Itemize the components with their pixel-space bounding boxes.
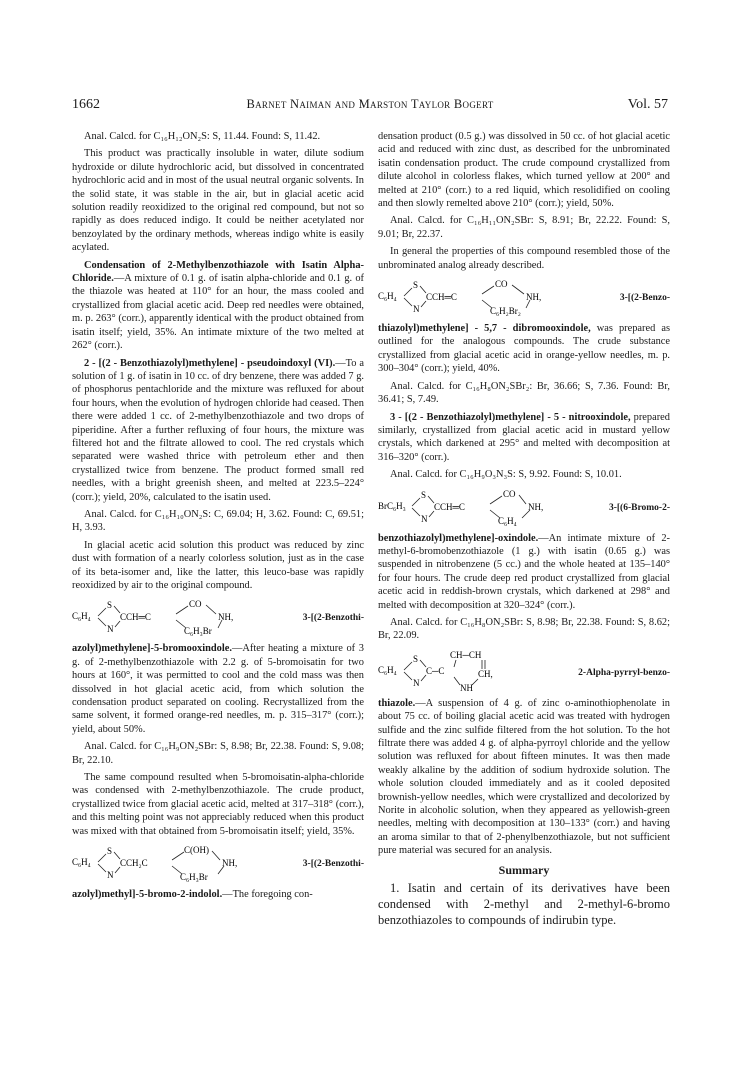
volume-number: Vol. 57 — [627, 97, 668, 112]
formula-3-diagram — [378, 278, 588, 318]
svg-text:CO: CO — [503, 488, 516, 499]
right-column — [378, 130, 670, 932]
formula-1-label: 3-[(2-Benzothi- — [302, 613, 364, 624]
svg-text:C₆H₄: C₆H₄ — [498, 515, 517, 526]
formula-4-label: 3-[(6-Bromo-2- — [608, 502, 670, 513]
paragraph-reduction: In glacial acetic acid solution this product was reduced by zinc dust with formation of a nearly colorless solution, just as in the case of its beta-isomer and, like the latter, this leuco-base was rapidly reoxidized by air to the original compound. — [72, 539, 364, 591]
svg-text:C₆H₃Br: C₆H₃Br — [180, 872, 208, 883]
svg-text:S: S — [107, 600, 113, 611]
paragraph-bromooxindole: azolyl)methylene]-5-bromooxindole.—After heating a mixture of 3 g. of 2-methylbenzothiazole with 2.2 g. of 5-bromoisatin for two hours at 160°, it was permitted to cool and the cold mass was then dissolved in hot glacial acetic acid, from which solution the condensation product separated on cooling. Recrystallized from the same solvent, it formed orange-red needles, m. p. 315–317° (corr.); yield, about 50%. — [72, 643, 364, 735]
svg-text:CH,: CH, — [478, 668, 493, 679]
formula-4-diagram — [378, 488, 588, 528]
svg-text:NH,: NH, — [218, 612, 234, 623]
formula-5-label: 2-Alpha-pyrryl-benzo- — [578, 667, 670, 678]
svg-text:S: S — [413, 280, 419, 291]
paragraph-pyrryl-benzothiazole: thiazole.—A suspension of 4 g. of zinc o-aminothiophenolate in about 75 cc. of boiling glacial acetic acid was treated with hydrogen sulfide and the zinc sulfide filtered from the hot solution. To the hot filtrate there was added 4 g. of alpha-pyrroyl chloride and the yellow solution was refluxed for about fifteen minutes. It was then made weakly alkaline by the addition of sodium hydroxide solution. The whole solution clouded immediately and as it cooled deposited brownish-yellow needles, which were crystallized and decolorized by Norite in alcoholic solution, when they appeared as yellowish-green needles, melting with decomposition at 130–133° (corr.) and having an aroma similar to that of 2-phenylbenzothiazole, but not sufficient pure material was secured for an analysis. — [378, 697, 670, 857]
analysis-2: Anal. Calcd. for C₁₆H₁₀ON₂S: C, 69.04; H, 3.62. Found: C, 69.51; H, 3.93. — [72, 508, 364, 534]
svg-text:NH,: NH, — [222, 858, 238, 869]
svg-text:S: S — [107, 846, 113, 857]
svg-text:CO: CO — [189, 599, 202, 610]
svg-text:N: N — [413, 677, 420, 688]
formula-2-diagram — [72, 844, 282, 884]
structure-formula-4 — [378, 488, 670, 528]
svg-text:S: S — [413, 653, 419, 664]
svg-text:N: N — [107, 870, 114, 881]
paragraph-continued: densation product (0.5 g.) was dissolved in 50 cc. of hot glacial acetic acid and reduced with zinc dust, as described for the unbrominated isatin condensation product. The crude compound crystallized from dilute alcohol in colorless flakes, which turned yellow at 200° and melted at 210° (corr.) to a red liquid, which resolidified on cooling and then slowly remelted above 210° (corr.); yield, 50%. — [378, 131, 670, 210]
paragraph-nitrooxindole: 3 - [(2 - Benzothiazolyl)methylene] - 5 - nitrooxindole, prepared similarly, crystallized from glacial acetic acid in mustard yellow crystals, which darkened at 295° and melted with decomposition at 316–320° (corr.). — [378, 411, 670, 463]
structure-formula-3 — [378, 278, 670, 318]
paragraph-bromo-benzothiazolyl: benzothiazolyl)methylene]-oxindole.—An intimate mixture of 2-methyl-6-bromobenzothiazole (1 g.) with isatin (0.65 g.) was suspended in nitrobenzene (5 cc.) and the whole heated at 135–140° for four hours. The crude deep red product crystallized from glacial acetic acid in reddish-brown crystals, which darkened at 298° and melted with decomposition at 320–324° (corr.). — [378, 532, 670, 611]
formula-3-label: 3-[(2-Benzo- — [619, 293, 670, 304]
svg-text:N: N — [413, 304, 420, 315]
formula-2-label: 3-[(2-Benzothi- — [302, 859, 364, 870]
svg-text:C₆H₄: C₆H₄ — [72, 611, 91, 622]
left-column — [72, 130, 364, 906]
svg-text:C₆H₄: C₆H₄ — [378, 664, 397, 675]
formula-5-diagram — [378, 649, 588, 693]
analysis-1: Anal. Calcd. for C₁₆H₁₂ON₂S: S, 11.44. Found: S, 11.42. — [84, 131, 321, 142]
running-title: Barnet Naiman and Marston Taylor Bogert — [246, 97, 494, 111]
svg-text:CO: CO — [495, 279, 508, 290]
svg-text:CCH₂C: CCH₂C — [120, 858, 148, 869]
analysis-4: Anal. Calcd. for C₁₆H₁₁ON₂SBr: S, 8.91; Br, 22.22. Found: S, 9.01; Br, 22.37. — [378, 215, 670, 240]
svg-text:S: S — [421, 489, 427, 500]
svg-text:BrC₆H₃: BrC₆H₃ — [378, 500, 406, 511]
analysis-7: Anal. Calcd. for C₁₆H₈ON₂SBr: S, 8.98; Br, 22.38. Found: S, 8.62; Br, 22.09. — [378, 616, 670, 642]
paragraph-general-properties: In general the properties of this compound resembled those of the unbrominated analog already described. — [378, 246, 670, 271]
svg-text:C₆H₃Br: C₆H₃Br — [184, 626, 212, 637]
structure-formula-5 — [378, 649, 670, 693]
svg-text:C₆H₂Br₂: C₆H₂Br₂ — [490, 306, 521, 317]
svg-text:C─C: C─C — [426, 665, 445, 676]
paragraph-properties: This product was practically insoluble in water, dilute sodium hydroxide or dilute hydrochloric acid, but dissolved in concentrated hydrochloric acid and in most of the usual neutral organic solvents. In the solid state, it was stable in the air, but in glacial acetic acid solution readily reoxidized to the original red compound, but not so rapidly as does reduced indigo. It could be neither acetylated nor benzoylated by the ordinary methods, whereas indigo white is easily acylated. — [72, 148, 364, 254]
svg-text:CCH═C: CCH═C — [426, 292, 457, 303]
svg-text:N: N — [107, 624, 114, 635]
paragraph-dibromooxindole: thiazolyl)methylene] - 5,7 - dibromooxindole, was prepared as outlined for the analogous compounds. The crude substance crystallized from glacial acetic acid in orange-yellow needles, m. p. 300–304° (corr.); yield, 40%. — [378, 323, 670, 375]
formula-1-diagram — [72, 598, 282, 638]
paragraph-pseudoindoxyl: 2 - [(2 - Benzothiazolyl)methylene] - pseudoindoxyl (VI).—To a solution of 1 g. of isatin in 10 cc. of dry benzene, there was added 7 g. of phosphorus pentachloride and the mixture was refluxed for about four hours, when the evolution of hydrogen chloride had ceased. Then there were added 1 cc. of 2-methylbenzothiazole and two drops of piperidine. After a further refluxing of four hours, the mixture was filtered hot and the filtrate allowed to cool. The red crystals which separated were washed thrice with petroleum ether and then crystallized twice from benzene. The product formed small red needles, with a bright greenish sheen, and melted at 223.5–224° (corr.); yield, 20%, calculated to the isatin used. — [72, 357, 365, 503]
page-header — [72, 97, 668, 117]
paragraph-isatin-chloride: Condensation of 2-Methylbenzothiazole with Isatin Alpha-Chloride.—A mixture of 0.1 g. of isatin alpha-chloride and 0.1 g. of the thiazole was heated at 110° for an hour, the mass cooled and crystallized from glacial acetic acid. Deep red needles were obtained, m. p. 263° (corr.), apparently identical with the product obtained from isatin itself; yield, 35%. An intimate mixture of the two melted at 262° (corr.). — [72, 259, 364, 352]
structure-formula-1 — [72, 598, 364, 638]
summary-heading: Summary — [498, 862, 550, 877]
svg-text:CH─CH: CH─CH — [450, 649, 482, 660]
svg-text:NH: NH — [460, 682, 473, 693]
paragraph-alpha-chloride: The same compound resulted when 5-bromoisatin-alpha-chloride was condensed with 2-methylbenzothiazole. The crude product, crystallized twice from glacial acetic acid, melted at 317–318° (corr.), and this melting point was not appreciably reduced when this product was mixed with that obtained from 5-bromoisatin itself; yield, 35%. — [72, 772, 364, 837]
svg-text:NH,: NH, — [528, 501, 544, 512]
structure-formula-2 — [72, 844, 364, 884]
svg-text:C₆H₄: C₆H₄ — [72, 857, 91, 868]
svg-text:N: N — [421, 513, 428, 524]
svg-text:CCH═C: CCH═C — [434, 501, 465, 512]
svg-text:CCH═C: CCH═C — [120, 612, 151, 623]
analysis-6: Anal. Calcd. for C₁₆H₉O₃N₃S: S, 9.92. Found: S, 10.01. — [390, 469, 622, 481]
svg-text:C(OH): C(OH) — [184, 845, 209, 856]
svg-text:NH,: NH, — [526, 292, 542, 303]
paragraph-indolol: azolyl)methyl]-5-bromo-2-indolol.—The foregoing con- — [72, 889, 313, 901]
page-number: 1662 — [72, 97, 100, 112]
svg-text:C₆H₄: C₆H₄ — [378, 291, 397, 302]
analysis-3: Anal. Calcd. for C₁₆H₉ON₂SBr: S, 8.98; Br, 22.38. Found: S, 9.08; Br, 22.10. — [72, 741, 364, 766]
analysis-5: Anal. Calcd. for C₁₆H₈ON₂SBr₂: Br, 36.66; S, 7.36. Found: Br, 36.41; S, 7.49. — [378, 380, 670, 406]
summary-text: 1. Isatin and certain of its derivatives have been condensed with 2-methyl and 2-methyl-6-bromo benzothiazoles to compounds of indirubin type. — [378, 881, 670, 928]
